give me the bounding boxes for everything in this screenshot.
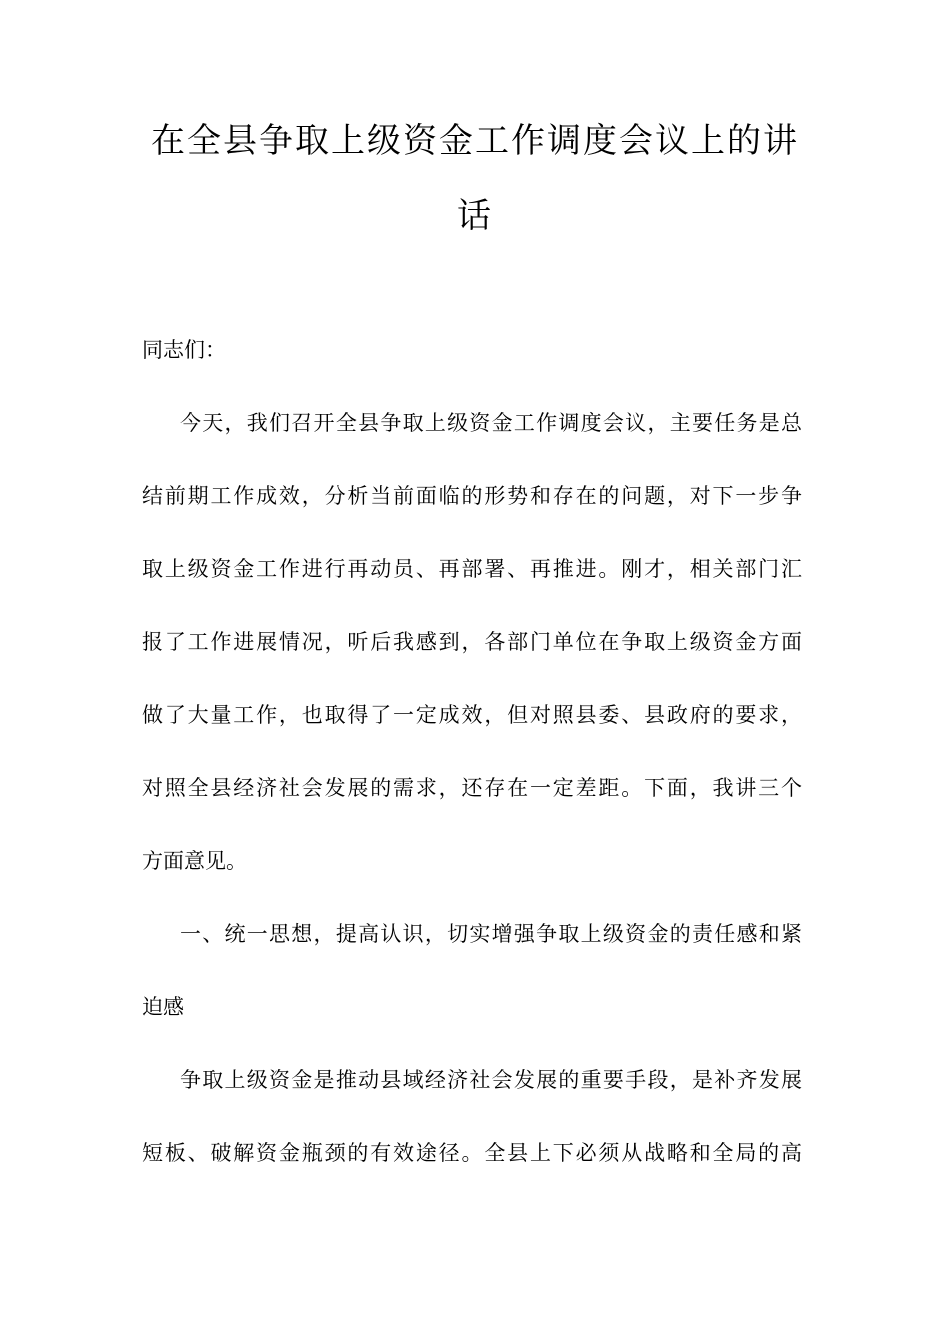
body-line: 取上级资金工作进行再动员、再部署、再推进。刚才，相关部门汇 — [142, 557, 802, 581]
document-title — [0, 104, 950, 254]
body-line: 对照全县经济社会发展的需求，还存在一定差距。下面，我讲三个 — [142, 776, 802, 800]
body-line: 争取上级资金是推动县域经济社会发展的重要手段，是补齐发展 — [180, 1068, 802, 1092]
body-line: 方面意见。 — [142, 849, 247, 873]
document-body — [142, 314, 802, 1190]
body-line: 同志们： — [142, 338, 226, 362]
body-line: 报了工作进展情况，听后我感到，各部门单位在争取上级资金方面 — [142, 630, 802, 654]
body-line: 做了大量工作，也取得了一定成效，但对照县委、县政府的要求， — [142, 703, 802, 727]
body-line: 一、统一思想，提高认识，切实增强争取上级资金的责任感和紧 — [180, 922, 802, 946]
body-line: 迫感 — [142, 995, 184, 1019]
body-line: 短板、破解资金瓶颈的有效途径。全县上下必须从战略和全局的高 — [142, 1141, 802, 1165]
title-line-1: 在全县争取上级资金工作调度会议上的讲 — [151, 121, 799, 161]
title-line-2: 话 — [457, 196, 493, 236]
body-line: 今天，我们召开全县争取上级资金工作调度会议，主要任务是总 — [180, 411, 802, 435]
body-line: 结前期工作成效，分析当前面临的形势和存在的问题，对下一步争 — [142, 484, 802, 508]
